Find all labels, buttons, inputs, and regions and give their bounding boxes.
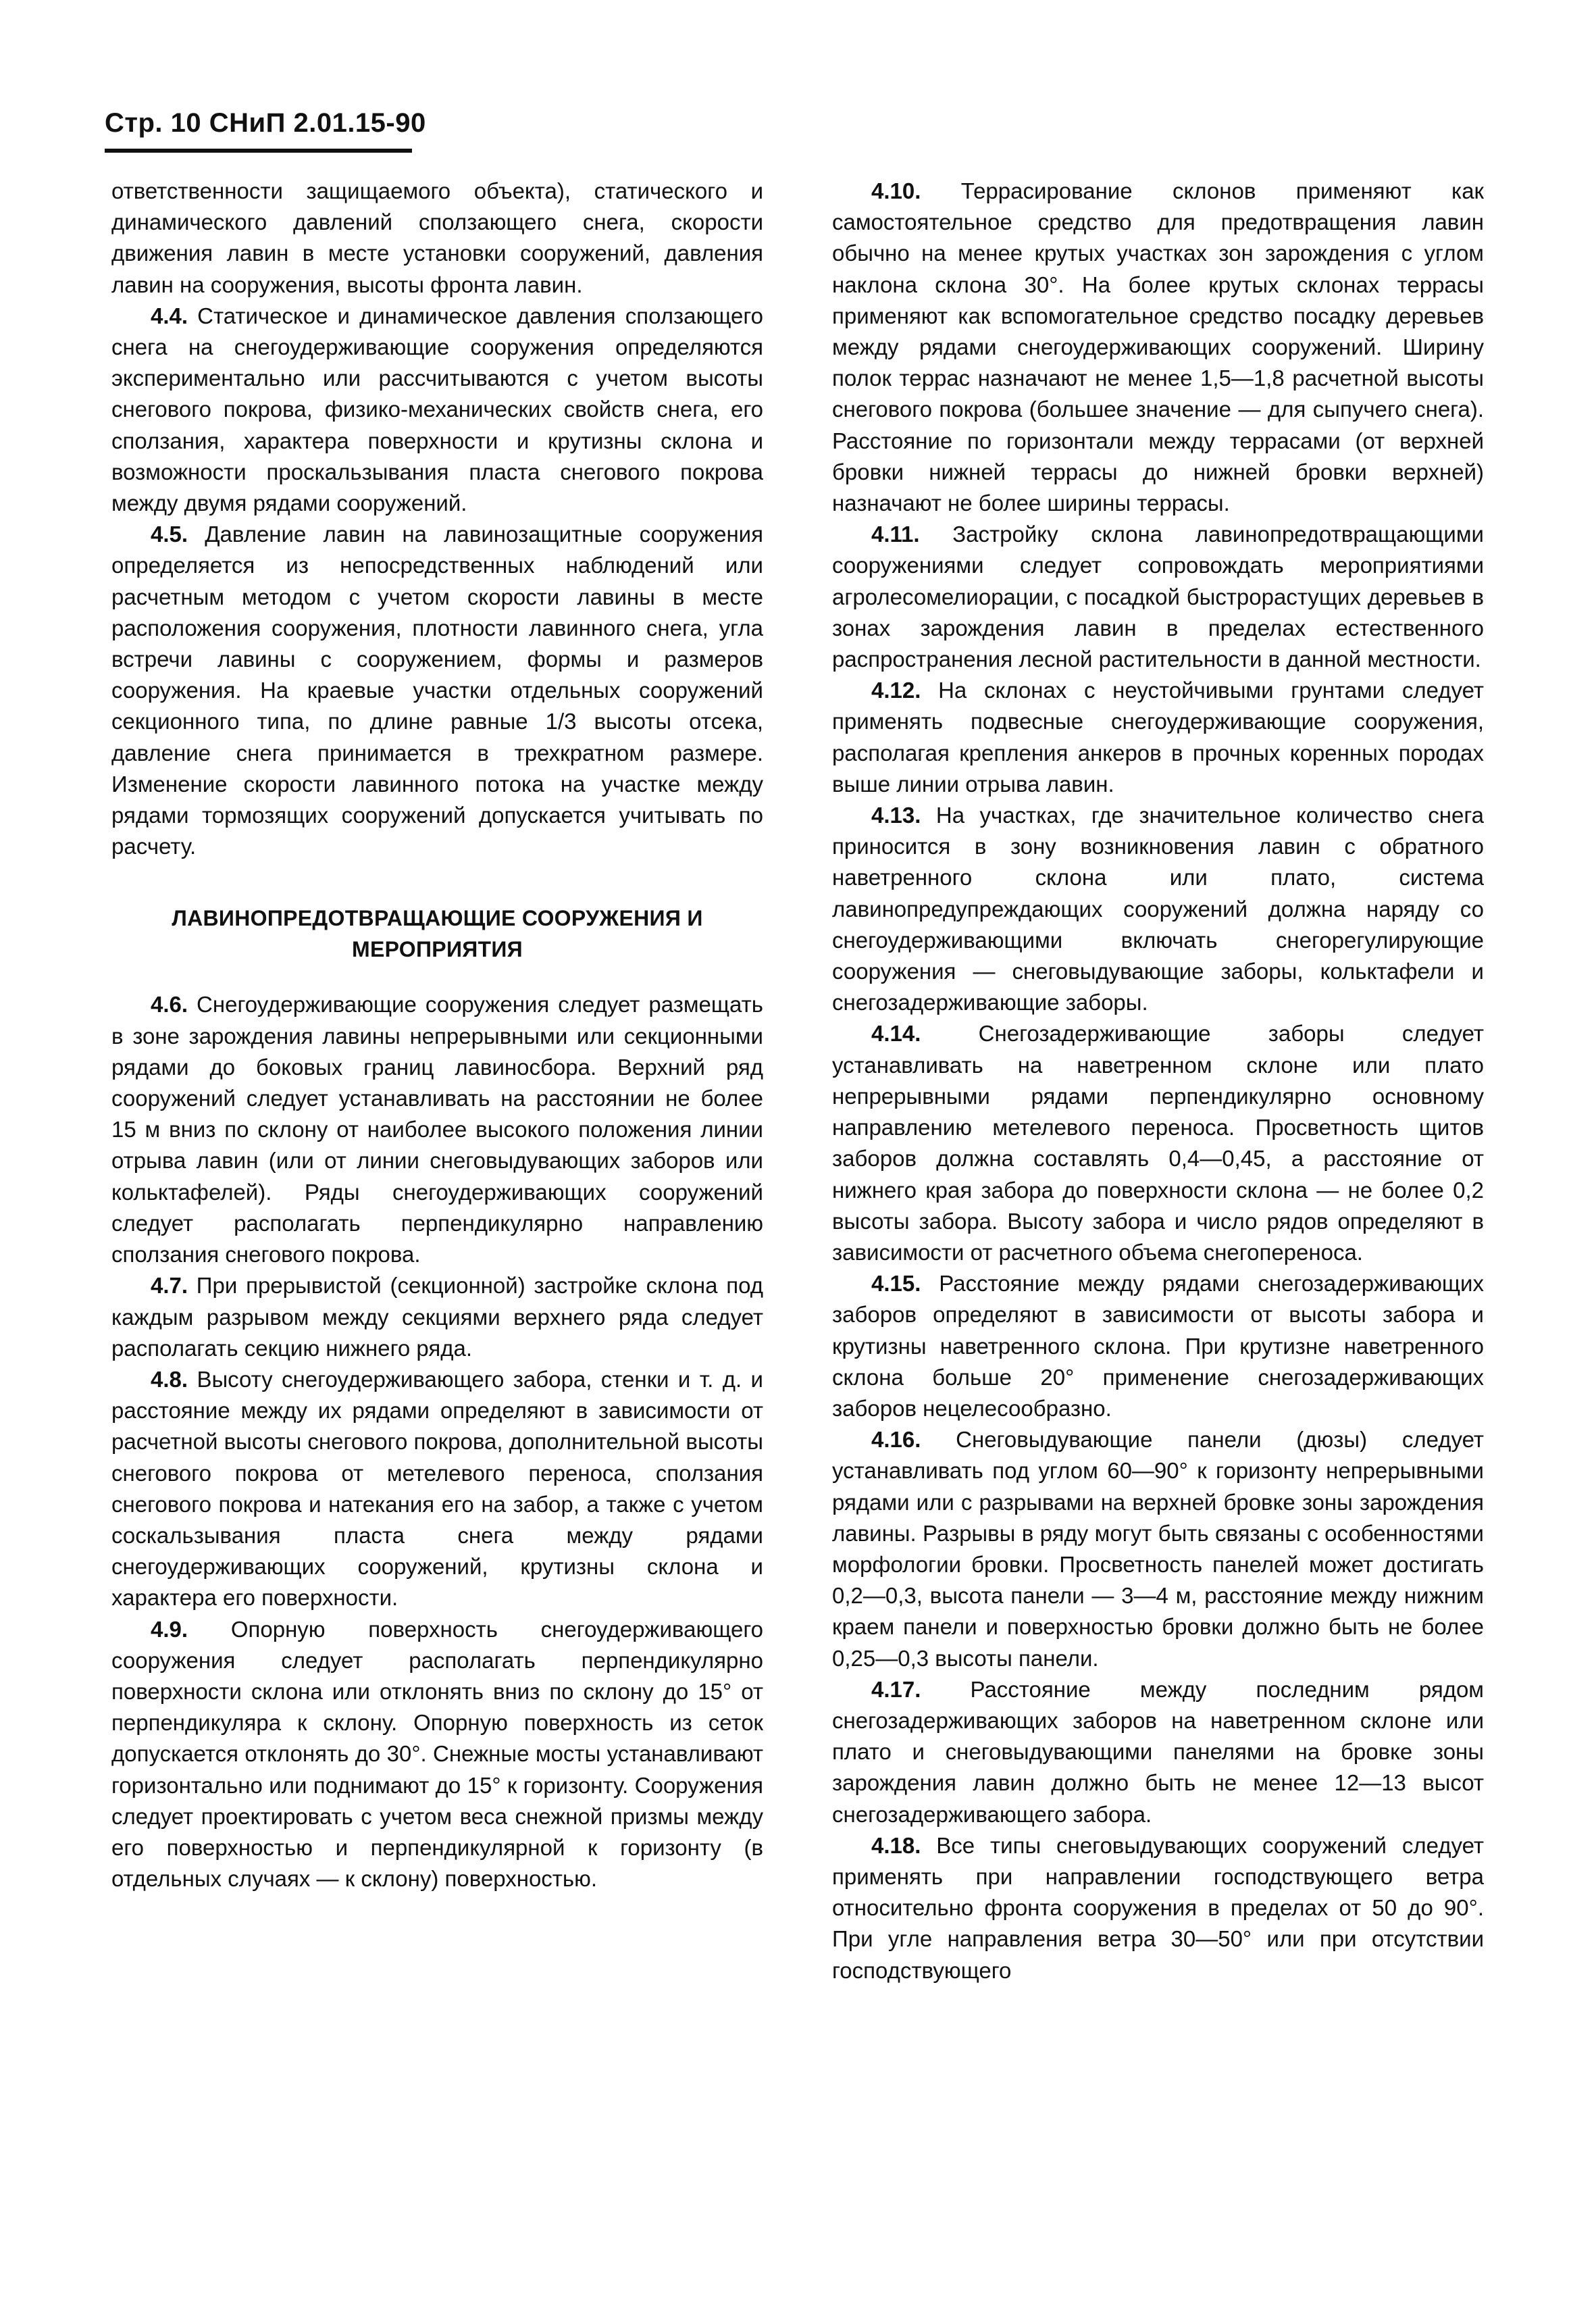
clause-number: 4.15. [871, 1271, 921, 1297]
clause-text: Статическое и динамическое давления сползающего снега на снегоудерживающие сооружения определяются экспериментально или рассчитываются с учетом высоты снегового покрова, физико-механических свойств снега, его сползания, характера поверхности и крутизны склона и возможности проскальзывания пласта снегового покрова между двумя рядами сооружений. [111, 303, 763, 516]
clause-text: Высоту снегоудерживающего забора, стенки и т. д. и расстояние между их рядами определяют в зависимости от расчетной высоты снегового покрова, дополнительной высоты снегового покрова от метелевого переноса, сползания снегового покрова и натекания его на забор, а также с учетом соскальзывания пласта снега между рядами снегоудерживающих сооружений, крутизны склона и характера его поверхности. [111, 1366, 763, 1611]
clause-text: Террасирование склонов применяют как самостоятельное средство для предотвращения лавин обычно на менее крутых участках зон зарождения с углом наклона склона 30°. На более крутых склонах террасы применяют как вспомогательное средство посадку деревьев между рядами снегоудерживающих сооружений. Ширину полок террас назначают не менее 1,5—1,8 расчетной высоты снегового покрова (большее значение — для сыпучего снега). Расстояние по горизонтали между террасами (от верхней бровки нижней террасы до нижней бровки верхней) назначают не более ширины террасы. [832, 178, 1484, 516]
clause-number: 4.4. [151, 303, 188, 328]
paragraph-4-17 [832, 1674, 1484, 1830]
paragraph-4-10 [832, 176, 1484, 519]
paragraph-4-15 [832, 1268, 1484, 1424]
paragraph-4-12 [832, 675, 1484, 800]
paragraph-4-14 [832, 1018, 1484, 1268]
clause-text: При прерывистой (секционной) застройке склона под каждым разрывом между секциями верхнего ряда следует располагать секцию нижнего ряда. [111, 1273, 763, 1361]
clause-number: 4.16. [871, 1427, 921, 1453]
clause-number: 4.18. [871, 1832, 921, 1858]
clause-text: Расстояние между рядами снегозадерживающих заборов определяют в зависимости от высоты забора и крутизны наветренного склона. При крутизне наветренного склона больше 20° применение снегозадерживающих заборов нецелесообразно. [832, 1271, 1484, 1421]
clause-number: 4.8. [151, 1366, 188, 1392]
clause-number: 4.10. [871, 178, 921, 203]
clause-text: Снеговыдувающие панели (дюзы) следует устанавливать под углом 60—90° к горизонту непрерывными рядами или с разрывами на верхней бровке зоны зарождения лавины. Разрывы в ряду могут быть связаны с особенностями морфологии бровки. Просветность панелей может достигать 0,2—0,3, высота панели — 3—4 м, расстояние между нижним краем панели и поверхностью бровки должно быть не более 0,25—0,3 высоты панели. [832, 1427, 1484, 1671]
paragraph-4-13 [832, 800, 1484, 1018]
clause-text: Расстояние между последним рядом снегозадерживающих заборов на наветренном склоне или плато и снеговыдувающими панелями на бровке зоны зарождения лавин должно быть не менее 12—13 высот снегозадерживающего забора. [832, 1676, 1484, 1827]
page-header: Стр. 10 СНиП 2.01.15-90 [105, 108, 426, 138]
clause-text: На участках, где значительное количество снега приносится в зону возникновения лавин с обратного наветренного склона или плато, система лавинопредупреждающих сооружений должна наряду со снегоудерживающими включать снегорегулирующие сооружения — снеговыдувающие заборы, кольктафели и снегозадерживающие заборы. [832, 803, 1484, 1015]
paragraph-4-11 [832, 519, 1484, 675]
clause-number: 4.14. [871, 1021, 921, 1047]
clause-number: 4.7. [151, 1273, 188, 1299]
left-column [111, 176, 763, 1894]
paragraph-4-4 [111, 301, 763, 519]
clause-text: Все типы снеговыдувающих сооружений следует применять при направлении господствующего ветра относительно фронта сооружения в пределах от 50 до 90°. При угле направления ветра 30—50° или при отсутствии господствующего [832, 1832, 1484, 1983]
clause-number: 4.9. [151, 1616, 188, 1642]
clause-number: 4.5. [151, 522, 188, 547]
clause-text: Давление лавин на лавинозащитные сооружения определяется из непосредственных наблюдений или расчетным методом с учетом скорости лавины в месте расположения сооружения, плотности лавинного снега, угла встречи лавины с сооружением, формы и размеров сооружения. На краевые участки отдельных сооружений секционного типа, по длине равные 1/3 высоты отсека, давление снега принимается в трехкратном размере. Изменение скорости лавинного потока на участке между рядами тормозящих сооружений допускается учитывать по расчету. [111, 522, 763, 859]
paragraph-4-9 [111, 1614, 763, 1895]
clause-text: Опорную поверхность снегоудерживающего сооружения следует располагать перпендикулярно поверхности склона или отклонять вниз по склону до 15° от перпендикуляра к склону. Опорную поверхность из сеток допускается отклонять до 30°. Снежные мосты устанавливают горизонтально или поднимают до 15° к горизонту. Сооружения следует проектировать с учетом веса снежной призмы между его поверхностью и перпендикулярной к горизонту (в отдельных случаях — к склону) поверхностью. [111, 1616, 763, 1892]
paragraph-4-5 [111, 519, 763, 862]
clause-text: На склонах с неустойчивыми грунтами следует применять подвесные снегоудерживающие сооружения, располагая крепления анкеров в прочных коренных породах выше линии отрыва лавин. [832, 678, 1484, 797]
clause-number: 4.17. [871, 1676, 921, 1702]
paragraph-4-18 [832, 1830, 1484, 1986]
paragraph-4-8 [111, 1364, 763, 1614]
section-heading: ЛАВИНОПРЕДОТВРАЩАЮЩИЕ СООРУЖЕНИЯ И МЕРОПРИЯТИЯ [172, 906, 703, 962]
clause-text: Снегозадерживающие заборы следует устанавливать на наветренном склоне или плато непрерывными рядами перпендикулярно основному направлению метелевого переноса. Просветность щитов заборов должна составлять 0,4—0,45, а расстояние от нижнего края забора до поверхности склона — не более 0,2 высоты забора. Высоту забора и число рядов определяют в зависимости от расчетного объема снегопереноса. [832, 1021, 1484, 1265]
clause-number: 4.12. [871, 678, 921, 703]
clause-text: Застройку склона лавинопредотвращающими сооружениями следует сопровождать мероприятиями агролесомелиорации, с посадкой быстрорастущих деревьев в зонах зарождения лавин в пределах естественного распространения лесной растительности в данной местности. [832, 522, 1484, 672]
clause-number: 4.6. [151, 992, 188, 1017]
paragraph-4-16 [832, 1424, 1484, 1674]
header-rule [105, 149, 412, 153]
paragraph-4-7 [111, 1270, 763, 1364]
clause-number: 4.13. [871, 803, 921, 828]
paragraph-intro: ответственности защищаемого объекта), статического и динамического давлений сползающего снега, скорости движения лавин в месте установки сооружений, давления лавин на сооружения, высоты фронта лавин. [111, 178, 763, 297]
right-column [832, 176, 1484, 1986]
clause-number: 4.11. [871, 522, 920, 547]
clause-text: Снегоудерживающие сооружения следует размещать в зоне зарождения лавины непрерывными или секционными рядами до боковых границ лавиносбора. Верхний ряд сооружений следует устанавливать на расстоянии не более 15 м вниз по склону от наиболее высокого положения линии отрыва лавин (или от линии снеговыдувающих заборов или кольктафелей). Ряды снегоудерживающих сооружений следует располагать перпендикулярно направлению сползания снегового покрова. [111, 992, 763, 1267]
paragraph-4-6 [111, 989, 763, 1270]
